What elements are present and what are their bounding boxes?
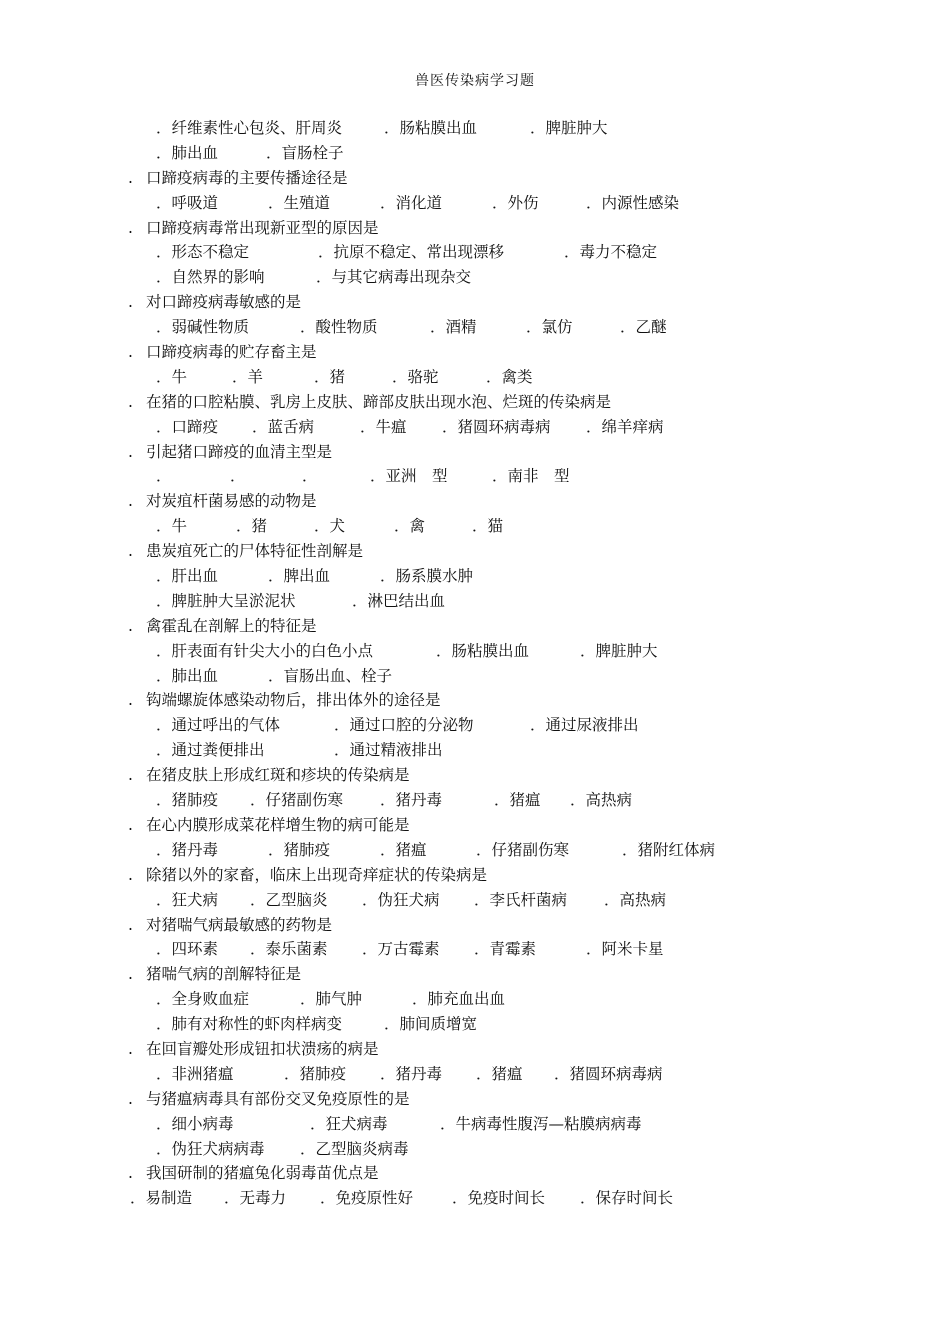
- answer-option: ．阿米卡星: [586, 940, 664, 959]
- answer-option: ．狂犬病: [156, 890, 219, 909]
- answer-option: ．免疫原性好: [320, 1189, 414, 1208]
- question-stem: [0, 340, 950, 365]
- answer-option: ．猪: [314, 367, 346, 386]
- question-stem: [0, 962, 950, 987]
- answer-option: ．肺出血: [156, 666, 219, 685]
- answer-option: ．牛: [156, 517, 188, 536]
- question-stem: [0, 688, 950, 713]
- answer-option: ．猪肺疫: [268, 840, 331, 859]
- answer-option: ．毒力不稳定: [564, 243, 658, 262]
- answer-option: ．脾脏肿大呈淤泥状: [156, 591, 296, 610]
- question-text: 与猪瘟病毒具有部份交叉免疫原性的是: [146, 1089, 410, 1108]
- option-row: [0, 365, 950, 390]
- answer-option: ．猫: [472, 517, 504, 536]
- question-bullet: .: [128, 915, 133, 934]
- answer-option: ．犬: [314, 517, 346, 536]
- question-bullet: .: [128, 542, 133, 561]
- question-text: 口蹄疫病毒的贮存畜主是: [146, 343, 317, 362]
- answer-option: ．肺间质增宽: [384, 1015, 478, 1034]
- question-text: 在猪皮肤上形成红斑和疹块的传染病是: [146, 766, 410, 785]
- question-bullet: .: [128, 766, 133, 785]
- answer-option: ．牛: [156, 367, 188, 386]
- question-bullet: .: [128, 616, 133, 635]
- question-text: 除猪以外的家畜，临床上出现奇痒症状的传染病是: [146, 865, 488, 884]
- question-text: 患炭疽死亡的尸体特征性剖解是: [146, 542, 364, 561]
- question-bullet: .: [128, 492, 133, 511]
- question-bullet: .: [128, 343, 133, 362]
- option-row: [0, 888, 950, 913]
- answer-option: ．: [230, 467, 246, 486]
- question-text: 对口蹄疫病毒敏感的是: [146, 293, 302, 312]
- question-stem: [0, 1087, 950, 1112]
- answer-option: ．内源性感染: [586, 193, 680, 212]
- option-row: [0, 713, 950, 738]
- answer-option: ．呼吸道: [156, 193, 219, 212]
- option-row: [0, 1062, 950, 1087]
- option-row: [0, 1137, 950, 1162]
- question-stem: [0, 813, 950, 838]
- question-bullet: .: [128, 865, 133, 884]
- answer-option: ．牛病毒性腹泻—粘膜病病毒: [440, 1114, 642, 1133]
- answer-option: ．万古霉素: [362, 940, 440, 959]
- option-row: [0, 664, 950, 689]
- answer-option: ．肺出血: [156, 143, 219, 162]
- question-stem: [0, 863, 950, 888]
- option-row: [0, 141, 950, 166]
- option-row: [0, 191, 950, 216]
- answer-option: ．消化道: [380, 193, 443, 212]
- answer-option: ．猪瘟: [476, 1064, 523, 1083]
- answer-option: ．禽类: [486, 367, 533, 386]
- option-row: [0, 639, 950, 664]
- answer-option: ．形态不稳定: [156, 243, 250, 262]
- answer-option: ．亚洲 型: [370, 467, 448, 486]
- answer-option: ．通过口腔的分泌物: [334, 716, 474, 735]
- question-bullet: .: [128, 1164, 133, 1183]
- answer-option: ．: [302, 467, 318, 486]
- answer-option: ．肝出血: [156, 567, 219, 586]
- answer-option: ．非洲猪瘟: [156, 1064, 234, 1083]
- answer-option: ．肠粘膜出血: [384, 119, 478, 137]
- question-bullet: .: [128, 965, 133, 984]
- answer-option: ．肺气肿: [300, 990, 363, 1009]
- answer-option: ．骆驼: [392, 367, 439, 386]
- option-row: [0, 265, 950, 290]
- option-row: [0, 788, 950, 813]
- answer-option: ．肺充血出血: [412, 990, 506, 1009]
- answer-option: ．脾脏肿大: [580, 641, 658, 660]
- question-bullet: .: [128, 1039, 133, 1058]
- question-stem: [0, 614, 950, 639]
- answer-option: ．脾出血: [268, 567, 331, 586]
- question-stem: [0, 440, 950, 465]
- answer-option: ．猪肺疫: [156, 791, 219, 810]
- option-row: [0, 315, 950, 340]
- page-header: 兽医传染病学习题: [415, 73, 535, 89]
- question-bullet: .: [128, 691, 133, 710]
- answer-option: ．四环素: [156, 940, 219, 959]
- answer-option: ．绵羊痒病: [586, 417, 664, 436]
- answer-option: ．乙型脑炎病毒: [300, 1139, 409, 1158]
- question-text: 钩端螺旋体感染动物后，排出体外的途径是: [146, 691, 441, 710]
- question-stem: [0, 913, 950, 938]
- option-row: [0, 240, 950, 265]
- option-row: [0, 1112, 950, 1137]
- answer-option: ．纤维素性心包炎、肝周炎: [156, 119, 343, 137]
- answer-option: ．伪狂犬病病毒: [156, 1139, 265, 1158]
- question-stem: [0, 216, 950, 241]
- option-row: [0, 1012, 950, 1037]
- answer-option: ．细小病毒: [156, 1114, 234, 1133]
- question-bullet: .: [128, 293, 133, 312]
- answer-option: ．泰乐菌素: [250, 940, 328, 959]
- answer-option: ．青霉素: [474, 940, 537, 959]
- answer-option: ．通过呼出的气体: [156, 716, 281, 735]
- answer-option: ．仔猪副伤寒: [250, 791, 344, 810]
- answer-option: ．生殖道: [268, 193, 331, 212]
- option-row: [0, 415, 950, 440]
- question-text: 我国研制的猪瘟兔化弱毒苗优点是: [146, 1164, 379, 1183]
- answer-option: ．猪: [236, 517, 268, 536]
- answer-option: ．氯仿: [526, 318, 573, 337]
- answer-option: ．乙醚: [620, 318, 667, 337]
- question-bullet: .: [128, 392, 133, 411]
- answer-option: ．抗原不稳定、常出现漂移: [318, 243, 505, 262]
- answer-option: ．淋巴结出血: [352, 591, 446, 610]
- option-row: [0, 464, 950, 489]
- answer-option: ．免疫时间长: [452, 1189, 546, 1208]
- question-bullet: .: [128, 1089, 133, 1108]
- question-bullet: .: [128, 168, 133, 187]
- question-text: 在回盲瓣处形成钮扣状溃疡的病是: [146, 1039, 379, 1058]
- question-text: 对猪喘气病最敏感的药物是: [146, 915, 333, 934]
- answer-option: ．通过精液排出: [334, 741, 443, 760]
- answer-option: ．南非 型: [492, 467, 570, 486]
- answer-option: ．口蹄疫: [156, 417, 219, 436]
- question-text: 对炭疽杆菌易感的动物是: [146, 492, 317, 511]
- answer-option: ．猪附红体病: [622, 840, 716, 859]
- answer-option: ．狂犬病毒: [310, 1114, 388, 1133]
- answer-option: ．通过尿液排出: [530, 716, 639, 735]
- answer-option: ．无毒力: [224, 1189, 287, 1208]
- answer-option: ．肺有对称性的虾肉样病变: [156, 1015, 343, 1034]
- option-row: [0, 738, 950, 763]
- answer-option: ．牛瘟: [360, 417, 407, 436]
- answer-option: ．: [156, 467, 172, 486]
- question-text: 禽霍乱在剖解上的特征是: [146, 616, 317, 635]
- question-stem: [0, 166, 950, 191]
- question-bullet: .: [128, 218, 133, 237]
- question-stem: [0, 539, 950, 564]
- option-row: [0, 589, 950, 614]
- question-stem: [0, 390, 950, 415]
- answer-option: ．全身败血症: [156, 990, 250, 1009]
- answer-option: ．猪肺疫: [284, 1064, 347, 1083]
- option-row: [0, 564, 950, 589]
- question-stem: [0, 763, 950, 788]
- answer-option: ．乙型脑炎: [250, 890, 328, 909]
- answer-option: ．酒精: [430, 318, 477, 337]
- answer-option: ．弱碱性物质: [156, 318, 250, 337]
- answer-option: ．猪丹毒: [380, 1064, 443, 1083]
- answer-option: ．猪圆环病毒病: [442, 417, 551, 436]
- answer-option: ．李氏杆菌病: [474, 890, 568, 909]
- question-text: 在心内膜形成菜花样增生物的病可能是: [146, 815, 410, 834]
- option-row: [0, 987, 950, 1012]
- answer-option: ．猪瘟: [494, 791, 541, 810]
- answer-option: ．猪丹毒: [156, 840, 219, 859]
- answer-option: ．猪圆环病毒病: [554, 1064, 663, 1083]
- question-text: 在猪的口腔粘膜、乳房上皮肤、蹄部皮肤出现水泡、烂斑的传染病是: [146, 392, 612, 411]
- question-text: 口蹄疫病毒的主要传播途径是: [146, 168, 348, 187]
- question-stem: [0, 489, 950, 514]
- answer-option: ．肝表面有针尖大小的白色小点: [156, 641, 374, 660]
- answer-option: ．脾脏肿大: [530, 119, 608, 137]
- answer-option: ．蓝舌病: [252, 417, 315, 436]
- option-row: [0, 937, 950, 962]
- answer-option: ．肠粘膜出血: [436, 641, 530, 660]
- answer-option: ．外伤: [492, 193, 539, 212]
- answer-option: ．羊: [232, 367, 264, 386]
- answer-option: ．猪瘟: [380, 840, 427, 859]
- answer-option: ．易制造: [130, 1189, 193, 1208]
- question-list: [0, 116, 950, 1211]
- answer-option: ．保存时间长: [580, 1189, 674, 1208]
- answer-option: ．盲肠出血、栓子: [268, 666, 393, 685]
- answer-option: ．肠系膜水肿: [380, 567, 474, 586]
- answer-option: ．猪丹毒: [380, 791, 443, 810]
- answer-option: ．高热病: [570, 791, 633, 810]
- question-bullet: .: [128, 815, 133, 834]
- question-stem: [0, 1161, 950, 1186]
- question-stem: [0, 290, 950, 315]
- answer-option: ．通过粪便排出: [156, 741, 265, 760]
- option-row: [0, 514, 950, 539]
- answer-option: ．盲肠栓子: [266, 143, 344, 162]
- question-text: 引起猪口蹄疫的血清主型是: [146, 442, 333, 461]
- answer-option: ．酸性物质: [300, 318, 378, 337]
- answer-option: ．与其它病毒出现杂交: [316, 268, 472, 287]
- option-row: [0, 116, 950, 141]
- question-stem: [0, 1037, 950, 1062]
- answer-option: ．高热病: [604, 890, 667, 909]
- answer-option: ．禽: [394, 517, 426, 536]
- answer-option: ．自然界的影响: [156, 268, 265, 287]
- question-text: 口蹄疫病毒常出现新亚型的原因是: [146, 218, 379, 237]
- question-bullet: .: [128, 442, 133, 461]
- question-text: 猪喘气病的剖解特征是: [146, 965, 302, 984]
- answer-option: ．伪狂犬病: [362, 890, 440, 909]
- option-row: [0, 838, 950, 863]
- option-row: [0, 1186, 950, 1211]
- answer-option: ．仔猪副伤寒: [476, 840, 570, 859]
